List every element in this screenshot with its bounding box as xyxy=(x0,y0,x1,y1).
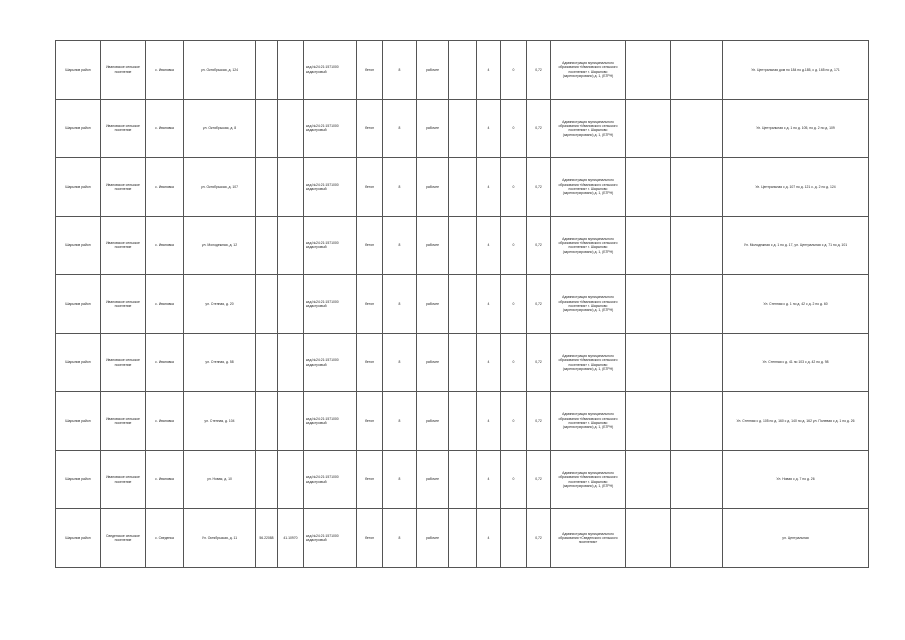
cell-settlement: Ивановское сельское поселение xyxy=(101,275,146,334)
table-body xyxy=(56,41,869,568)
table-row xyxy=(56,509,869,568)
cell-served-addresses: Ул. Новая с д. 7 по д. 26 xyxy=(723,450,869,509)
cell-cont2: 0 xyxy=(501,41,527,100)
cell-address: ул. Октябрьская, д. 107 xyxy=(184,158,256,217)
cell-district: Шарыпов район xyxy=(56,158,101,217)
cell-locality: с. Ивановка xyxy=(146,450,184,509)
cell-empty xyxy=(449,216,477,275)
cell-district: Шарыпов район xyxy=(56,99,101,158)
cell-address: ул. Степная, д. 58 xyxy=(184,333,256,392)
cell-district: Шарыпов район xyxy=(56,275,101,334)
cell-c15 xyxy=(626,333,671,392)
cell-lat xyxy=(256,392,278,451)
cell-owner: Администрация муниципального образования «Ивановского сельского поселения» г. Шарыпово (зарегистрировано) д. 1, (БТРН) xyxy=(551,158,626,217)
cell-empty xyxy=(449,158,477,217)
cell-owner: Администрация муниципального образования «Ивановского сельского поселения» г. Шарыпово (зарегистрировано) д. 1, (БТРН) xyxy=(551,99,626,158)
table-row xyxy=(56,450,869,509)
cell-lon xyxy=(278,99,304,158)
cell-empty xyxy=(449,509,477,568)
cell-lat xyxy=(256,275,278,334)
cell-district: Шарыпов район xyxy=(56,333,101,392)
cell-lon: 41.10970 xyxy=(278,509,304,568)
cell-volume: 0,72 xyxy=(527,333,551,392)
cell-surface: бетон xyxy=(357,216,383,275)
cell-containers: 4 xyxy=(477,41,501,100)
cell-area: 8 xyxy=(383,392,417,451)
cell-locality: с. Ивановка xyxy=(146,392,184,451)
cell-c15 xyxy=(626,392,671,451)
table-row xyxy=(56,99,869,158)
cell-c16 xyxy=(671,509,723,568)
cell-cadastral: кад.№24:21:1571000 кадастровый xyxy=(304,333,357,392)
cell-served-addresses: Ул. Центральная дом по 184 по д.185, с д. 165 по д. 171 xyxy=(723,41,869,100)
cell-containers: 4 xyxy=(477,450,501,509)
cell-cont2: 0 xyxy=(501,216,527,275)
cell-surface: бетон xyxy=(357,509,383,568)
cell-locality: с. Ивановка xyxy=(146,216,184,275)
cell-volume: 0,72 xyxy=(527,450,551,509)
cell-served-addresses: ул. Центральная xyxy=(723,509,869,568)
cell-lon xyxy=(278,450,304,509)
cell-address: ул. Молодежная, д. 12 xyxy=(184,216,256,275)
cell-address: ул. Степная, д. 104 xyxy=(184,392,256,451)
cell-c16 xyxy=(671,275,723,334)
cell-surface: бетон xyxy=(357,158,383,217)
data-table xyxy=(55,40,869,568)
cell-lat xyxy=(256,158,278,217)
cell-lat xyxy=(256,41,278,100)
cell-volume: 0,72 xyxy=(527,392,551,451)
cell-status: рабочее xyxy=(417,333,449,392)
cell-status: рабочее xyxy=(417,41,449,100)
cell-c15 xyxy=(626,509,671,568)
cell-cadastral: кад.№24:21:1571000 кадастровый xyxy=(304,41,357,100)
cell-owner: Администрация муниципального образования «Ивановского сельского поселения» г. Шарыпово (зарегистрировано) д. 1, (БТРН) xyxy=(551,275,626,334)
cell-settlement: Ивановское сельское поселение xyxy=(101,450,146,509)
table-row xyxy=(56,158,869,217)
cell-cont2: 0 xyxy=(501,275,527,334)
cell-cadastral: кад.№24:21:1571000 кадастровый xyxy=(304,392,357,451)
cell-lon xyxy=(278,333,304,392)
table-row xyxy=(56,216,869,275)
cell-locality: с. Ивановка xyxy=(146,333,184,392)
cell-area: 8 xyxy=(383,450,417,509)
cell-status: рабочее xyxy=(417,275,449,334)
cell-address: ул. Степная, д. 20 xyxy=(184,275,256,334)
cell-c15 xyxy=(626,450,671,509)
cell-status: рабочее xyxy=(417,392,449,451)
cell-lat: 56.22088 xyxy=(256,509,278,568)
cell-lat xyxy=(256,216,278,275)
cell-owner: Администрация муниципального образования «Ивановского сельского поселения» г. Шарыпово (зарегистрировано) д. 1, (БТРН) xyxy=(551,392,626,451)
table-row xyxy=(56,333,869,392)
cell-lon xyxy=(278,158,304,217)
cell-c15 xyxy=(626,99,671,158)
cell-locality: с. Сведенка xyxy=(146,509,184,568)
cell-served-addresses: Ул. Центральная с д. 107 по д. 121 с. д. 2 по д. 124 xyxy=(723,158,869,217)
cell-lat xyxy=(256,333,278,392)
cell-address: Ул. Октябрьская, д. 11 xyxy=(184,509,256,568)
cell-volume: 0,72 xyxy=(527,509,551,568)
cell-c16 xyxy=(671,392,723,451)
cell-cont2 xyxy=(501,509,527,568)
cell-served-addresses: Ул. Степная с д. 105 по д. 160 с д. 140 по д. 162 ул. Полевая с д. 1 по д. 26 xyxy=(723,392,869,451)
cell-district: Шарыпов район xyxy=(56,41,101,100)
cell-containers: 4 xyxy=(477,392,501,451)
cell-containers: 4 xyxy=(477,158,501,217)
cell-served-addresses: Ул. Степная с д. 41 по 103 с д. 42 по д. 98 xyxy=(723,333,869,392)
cell-address: ул. Октябрьская, д. 124 xyxy=(184,41,256,100)
cell-settlement: Ивановское сельское поселение xyxy=(101,333,146,392)
cell-served-addresses: Ул. Центральная с д. 1 по д. 105, по д. 2 по д. 109 xyxy=(723,99,869,158)
cell-containers: 4 xyxy=(477,275,501,334)
cell-owner: Администрация муниципального образования «Ивановского сельского поселения» г. Шарыпово (зарегистрировано) д. 1, (БТРН) xyxy=(551,333,626,392)
cell-served-addresses: Ул. Степная с д. 1 по д. 42 с д. 2 по д. 60 xyxy=(723,275,869,334)
cell-containers: 4 xyxy=(477,333,501,392)
cell-surface: бетон xyxy=(357,450,383,509)
cell-cadastral: кад.№24:21:1571000 кадастровый xyxy=(304,158,357,217)
cell-settlement: Ивановское сельское поселение xyxy=(101,41,146,100)
cell-status: рабочее xyxy=(417,99,449,158)
cell-lon xyxy=(278,392,304,451)
cell-c16 xyxy=(671,41,723,100)
cell-district: Шарыпов район xyxy=(56,509,101,568)
cell-cont2: 0 xyxy=(501,158,527,217)
cell-served-addresses: Ул. Молодежная с д. 1 по д. 17, ул. Центральная с д. 71 по д. 101 xyxy=(723,216,869,275)
cell-address: ул. Октябрьская, д. 8 xyxy=(184,99,256,158)
cell-c15 xyxy=(626,275,671,334)
cell-volume: 0,72 xyxy=(527,41,551,100)
cell-c16 xyxy=(671,333,723,392)
cell-cont2: 0 xyxy=(501,99,527,158)
cell-c16 xyxy=(671,216,723,275)
cell-cont2: 0 xyxy=(501,333,527,392)
cell-empty xyxy=(449,41,477,100)
cell-volume: 0,72 xyxy=(527,158,551,217)
cell-c16 xyxy=(671,450,723,509)
cell-lat xyxy=(256,450,278,509)
cell-empty xyxy=(449,392,477,451)
cell-cadastral: кад.№24:21:1571000 кадастровый xyxy=(304,216,357,275)
cell-empty xyxy=(449,450,477,509)
cell-lon xyxy=(278,216,304,275)
cell-volume: 0,72 xyxy=(527,216,551,275)
cell-owner: Администрация муниципального образования «Ивановского сельского поселения» г. Шарыпово (зарегистрировано) д. 1, (БТРН) xyxy=(551,216,626,275)
cell-empty xyxy=(449,99,477,158)
cell-locality: с. Ивановка xyxy=(146,275,184,334)
cell-address: ул. Новая, д. 10 xyxy=(184,450,256,509)
cell-locality: с. Ивановка xyxy=(146,158,184,217)
cell-district: Шарыпов район xyxy=(56,450,101,509)
cell-lat xyxy=(256,99,278,158)
cell-cadastral: кад.№24:21:1571000 кадастровый xyxy=(304,450,357,509)
cell-locality: с. Ивановка xyxy=(146,41,184,100)
cell-status: рабочее xyxy=(417,158,449,217)
cell-cont2: 0 xyxy=(501,450,527,509)
cell-containers: 4 xyxy=(477,509,501,568)
cell-surface: бетон xyxy=(357,41,383,100)
cell-area: 8 xyxy=(383,99,417,158)
cell-settlement: Ивановское сельское поселение xyxy=(101,158,146,217)
cell-settlement: Ивановское сельское поселение xyxy=(101,99,146,158)
cell-area: 8 xyxy=(383,333,417,392)
table-row xyxy=(56,275,869,334)
cell-empty xyxy=(449,333,477,392)
cell-owner: Администрация муниципального образования «Сведенского сельского поселения» xyxy=(551,509,626,568)
cell-area: 8 xyxy=(383,158,417,217)
cell-cadastral: кад.№24:21:1571000 кадастровый xyxy=(304,509,357,568)
cell-owner: Администрация муниципального образования «Ивановского сельского поселения» г. Шарыпово (зарегистрировано) д. 1, (БТРН) xyxy=(551,41,626,100)
cell-surface: бетон xyxy=(357,333,383,392)
cell-c15 xyxy=(626,216,671,275)
cell-c16 xyxy=(671,158,723,217)
cell-empty xyxy=(449,275,477,334)
cell-locality: с. Ивановка xyxy=(146,99,184,158)
cell-containers: 4 xyxy=(477,216,501,275)
cell-settlement: Сведенское сельское поселение xyxy=(101,509,146,568)
cell-settlement: Ивановское сельское поселение xyxy=(101,392,146,451)
cell-district: Шарыпов район xyxy=(56,216,101,275)
cell-c15 xyxy=(626,158,671,217)
table-row xyxy=(56,41,869,100)
cell-c16 xyxy=(671,99,723,158)
cell-area: 8 xyxy=(383,275,417,334)
cell-surface: бетон xyxy=(357,275,383,334)
table-row xyxy=(56,392,869,451)
cell-district: Шарыпов район xyxy=(56,392,101,451)
cell-cont2: 0 xyxy=(501,392,527,451)
cell-lon xyxy=(278,275,304,334)
cell-cadastral: кад.№24:21:1571000 кадастровый xyxy=(304,99,357,158)
cell-area: 8 xyxy=(383,41,417,100)
cell-owner: Администрация муниципального образования «Ивановского сельского поселения» г. Шарыпово (зарегистрировано) д. 1, (БТРН) xyxy=(551,450,626,509)
cell-area: 8 xyxy=(383,216,417,275)
cell-status: рабочее xyxy=(417,450,449,509)
cell-settlement: Ивановское сельское поселение xyxy=(101,216,146,275)
cell-c15 xyxy=(626,41,671,100)
cell-surface: бетон xyxy=(357,392,383,451)
cell-cadastral: кад.№24:21:1571000 кадастровый xyxy=(304,275,357,334)
cell-status: рабочее xyxy=(417,216,449,275)
cell-area: 8 xyxy=(383,509,417,568)
cell-volume: 0,72 xyxy=(527,99,551,158)
cell-containers: 4 xyxy=(477,99,501,158)
cell-status: рабочее xyxy=(417,509,449,568)
cell-surface: бетон xyxy=(357,99,383,158)
cell-volume: 0,72 xyxy=(527,275,551,334)
cell-lon xyxy=(278,41,304,100)
